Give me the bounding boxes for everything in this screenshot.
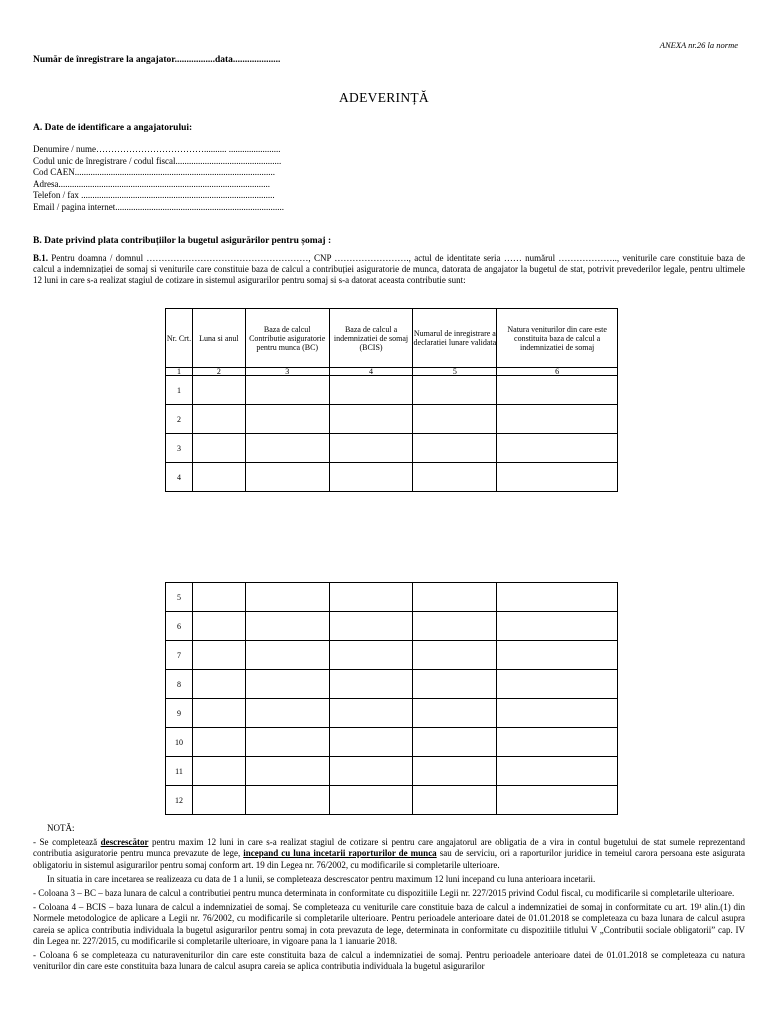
header-bcis: Baza de calcul a indemnizatiei de somaj (BCIS) bbox=[329, 309, 413, 368]
note-4: - Coloana 4 – BCIS – baza lunara de calcul a indemnizatiei de somaj. Se completeaza cu veniturile care constituie baza de calcul a indemnizatiei de somaj in conformitate cu art. 19¹ alin.(1) din Normele metodologice de aplicare a Legii nr. 76/2002, cu modificarile si completarile ulterioare. Pentru perioadele anterioare datei de 01.01.2018 se completeaza cu baza lunara de calcul asupra careia se aplica contributia individuala la bugetul asigurarilor pentru somaj in cota prevazuta de lege, determinata in conformitate cu dispozitiile titlului V „Contributii sociale obligatorii” cap. IV din Legea nr. 227/2015, cu modificarile si completarile ulterioare, in vigoare pana la 1 ianuarie 2018. bbox=[33, 902, 745, 946]
table-row bbox=[166, 405, 618, 434]
cell-bc[interactable] bbox=[245, 670, 329, 699]
field-phone-fax: Telefon / fax ...................................................................................... bbox=[33, 190, 275, 201]
cell-bc[interactable] bbox=[245, 757, 329, 786]
col-index: 6 bbox=[497, 368, 618, 376]
row-number: 12 bbox=[166, 786, 193, 815]
cell-bc[interactable] bbox=[245, 434, 329, 463]
field-email-web: Email / pagina internet........................................................................... bbox=[33, 201, 284, 212]
cell-month[interactable] bbox=[192, 728, 245, 757]
contributions-table-part1 bbox=[165, 308, 618, 492]
cell-reg-number[interactable] bbox=[413, 699, 497, 728]
note-1-emphasis: descrescător bbox=[100, 837, 149, 848]
table-header-row bbox=[166, 309, 618, 368]
row-number: 9 bbox=[166, 699, 193, 728]
section-b-title: B. Date privind plata contribuțiilor la bugetul asigurărilor pentru șomaj : bbox=[33, 236, 332, 246]
cell-income-nature[interactable] bbox=[497, 641, 618, 670]
table-row bbox=[166, 786, 618, 815]
note-1-text: - Se completează bbox=[33, 837, 101, 848]
cell-reg-number[interactable] bbox=[413, 463, 497, 492]
cell-bcis[interactable] bbox=[329, 376, 413, 405]
cell-bc[interactable] bbox=[245, 405, 329, 434]
cell-month[interactable] bbox=[192, 786, 245, 815]
header-bc: Baza de calcul Contributie asiguratorie pentru munca (BC) bbox=[245, 309, 329, 368]
table-row bbox=[166, 757, 618, 786]
cell-bcis[interactable] bbox=[329, 405, 413, 434]
field-name: Denumire / nume……………………………….......... ....................... bbox=[33, 144, 281, 154]
cell-month[interactable] bbox=[192, 434, 245, 463]
cell-bcis[interactable] bbox=[329, 699, 413, 728]
note-1 bbox=[33, 837, 745, 871]
cell-month[interactable] bbox=[192, 641, 245, 670]
note-3: - Coloana 3 – BC – baza lunara de calcul a contributiei pentru munca determinata in conformitate cu dispozitiile Legii nr. 227/2015 privind Codul fiscal, cu modificarile si completarile ulterioare. bbox=[33, 888, 735, 899]
row-number: 10 bbox=[166, 728, 193, 757]
table-row bbox=[166, 728, 618, 757]
note-1-emphasis: incepand cu luna incetarii raporturilor de munca bbox=[243, 848, 437, 859]
cell-bcis[interactable] bbox=[329, 641, 413, 670]
cell-month[interactable] bbox=[192, 376, 245, 405]
table-row bbox=[166, 641, 618, 670]
annex-label: ANEXA nr.26 la norme bbox=[659, 40, 738, 50]
field-fiscal-code: Codul unic de înregistrare / codul fiscal............................................... bbox=[33, 155, 282, 166]
row-number: 8 bbox=[166, 670, 193, 699]
cell-month[interactable] bbox=[192, 757, 245, 786]
row-number: 3 bbox=[166, 434, 193, 463]
row-number: 2 bbox=[166, 405, 193, 434]
cell-month[interactable] bbox=[192, 463, 245, 492]
cell-reg-number[interactable] bbox=[413, 434, 497, 463]
cell-month[interactable] bbox=[192, 699, 245, 728]
col-index: 5 bbox=[413, 368, 497, 376]
col-index: 1 bbox=[166, 368, 193, 376]
cell-bc[interactable] bbox=[245, 612, 329, 641]
cell-bcis[interactable] bbox=[329, 670, 413, 699]
col-index: 2 bbox=[192, 368, 245, 376]
row-number: 4 bbox=[166, 463, 193, 492]
table-row bbox=[166, 434, 618, 463]
cell-bc[interactable] bbox=[245, 463, 329, 492]
cell-bcis[interactable] bbox=[329, 728, 413, 757]
cell-income-nature[interactable] bbox=[497, 463, 618, 492]
field-caen: Cod CAEN......................................................................................... bbox=[33, 167, 276, 178]
col-index: 4 bbox=[329, 368, 413, 376]
row-number: 6 bbox=[166, 612, 193, 641]
cell-reg-number[interactable] bbox=[413, 405, 497, 434]
cell-bcis[interactable] bbox=[329, 612, 413, 641]
cell-bc[interactable] bbox=[245, 786, 329, 815]
section-a-title: A. Date de identificare a angajatorului: bbox=[33, 123, 193, 133]
cell-reg-number[interactable] bbox=[413, 728, 497, 757]
b1-label: B.1. bbox=[33, 253, 49, 263]
cell-bcis[interactable] bbox=[329, 583, 413, 612]
table-row bbox=[166, 463, 618, 492]
cell-income-nature[interactable] bbox=[497, 670, 618, 699]
cell-income-nature[interactable] bbox=[497, 757, 618, 786]
cell-reg-number[interactable] bbox=[413, 670, 497, 699]
note-2: In situatia in care incetarea se realizeaza cu data de 1 a lunii, se completeaza descrescator pentru maximum 12 luni incepand cu luna anterioara incetarii. bbox=[47, 873, 596, 884]
col-index: 3 bbox=[245, 368, 329, 376]
cell-bcis[interactable] bbox=[329, 786, 413, 815]
row-number: 7 bbox=[166, 641, 193, 670]
cell-bc[interactable] bbox=[245, 583, 329, 612]
cell-income-nature[interactable] bbox=[497, 583, 618, 612]
row-number: 5 bbox=[166, 583, 193, 612]
cell-income-nature[interactable] bbox=[497, 699, 618, 728]
table-row bbox=[166, 583, 618, 612]
cell-reg-number[interactable] bbox=[413, 757, 497, 786]
table-row bbox=[166, 699, 618, 728]
cell-bc[interactable] bbox=[245, 699, 329, 728]
notes-title: NOTĂ: bbox=[47, 823, 75, 833]
cell-bcis[interactable] bbox=[329, 757, 413, 786]
cell-income-nature[interactable] bbox=[497, 786, 618, 815]
note-1-text: sau de serviciu, ori a raporturilor juridice in temeiul carora persoana este asigurata obligatoriu in sistemul asigurarilor pentru somaj conform art. 19 din Legea nr. 76/2002, cu modificarile si completarile ulterioare. bbox=[33, 848, 745, 870]
cell-income-nature[interactable] bbox=[497, 728, 618, 757]
row-number: 11 bbox=[166, 757, 193, 786]
cell-reg-number[interactable] bbox=[413, 376, 497, 405]
cell-month[interactable] bbox=[192, 670, 245, 699]
notes-section bbox=[33, 823, 745, 975]
cell-reg-number[interactable] bbox=[413, 641, 497, 670]
note-1-text: pentru maxim 12 luni in care s-a realizat stagiul de cotizare si pentru care angajatorul are obligatia de a vira in contul bugetului de stat sumele reprezentand contributia asiguratorie pentru munca prevazute de lege, bbox=[33, 837, 746, 859]
cell-reg-number[interactable] bbox=[413, 583, 497, 612]
table-row bbox=[166, 376, 618, 405]
cell-bcis[interactable] bbox=[329, 463, 413, 492]
cell-bcis[interactable] bbox=[329, 434, 413, 463]
section-b1-paragraph bbox=[33, 253, 745, 287]
table-row bbox=[166, 612, 618, 641]
table-index-row bbox=[166, 368, 618, 376]
cell-income-nature[interactable] bbox=[497, 376, 618, 405]
cell-income-nature[interactable] bbox=[497, 405, 618, 434]
cell-income-nature[interactable] bbox=[497, 434, 618, 463]
registration-line: Număr de înregistrare la angajator.................data.................... bbox=[33, 55, 281, 65]
cell-bc[interactable] bbox=[245, 376, 329, 405]
cell-bc[interactable] bbox=[245, 728, 329, 757]
header-income-nature: Natura veniturilor din care este constituita baza de calcul a indemnizatiei de somaj bbox=[497, 309, 618, 368]
cell-month[interactable] bbox=[192, 583, 245, 612]
cell-reg-number[interactable] bbox=[413, 786, 497, 815]
cell-month[interactable] bbox=[192, 612, 245, 641]
header-month-year: Luna si anul bbox=[192, 309, 245, 368]
cell-bc[interactable] bbox=[245, 641, 329, 670]
document-title: ADEVERINȚĂ bbox=[339, 90, 429, 105]
table-row bbox=[166, 670, 618, 699]
cell-month[interactable] bbox=[192, 405, 245, 434]
contributions-table-part2 bbox=[165, 582, 618, 815]
header-registration-number: Numarul de inregistrare a declaratiei lunare validata bbox=[413, 309, 497, 368]
field-address: Adresa.............................................................................................. bbox=[33, 178, 270, 189]
note-5: - Coloana 6 se completeaza cu naturaveniturilor din care este constituita baza de calcul a indemnizatiei de somaj. Pentru perioadele anterioare datei de 01.01.2018 se completeaza cu natura veniturilor din care este constituita baza lunara de calcul asupra careia se aplica contributia individuala la bugetul asigurarilor bbox=[33, 950, 745, 972]
cell-reg-number[interactable] bbox=[413, 612, 497, 641]
header-nr-crt: Nr. Crt. bbox=[166, 309, 193, 368]
employer-identification-fields bbox=[33, 144, 284, 214]
row-number: 1 bbox=[166, 376, 193, 405]
cell-income-nature[interactable] bbox=[497, 612, 618, 641]
b1-text: Pentru doamna / domnul ………………………………………………, CNP ……………………., actul de identitate seria …… numărul ……………….., veniturile care constituie baza de calcul a indemnizației de somaj si veniturile care constituie baza de calcul a contribuției asiguratorie de munca, datorata de angajator la bugetul de stat, potrivit prevederilor legale, pentru ultimele 12 luni in care s-a realizat stagiul de cotizare in sistemul asigurarilor pentru somaj si s-a datorat aceasta contributie sunt: bbox=[33, 253, 745, 286]
